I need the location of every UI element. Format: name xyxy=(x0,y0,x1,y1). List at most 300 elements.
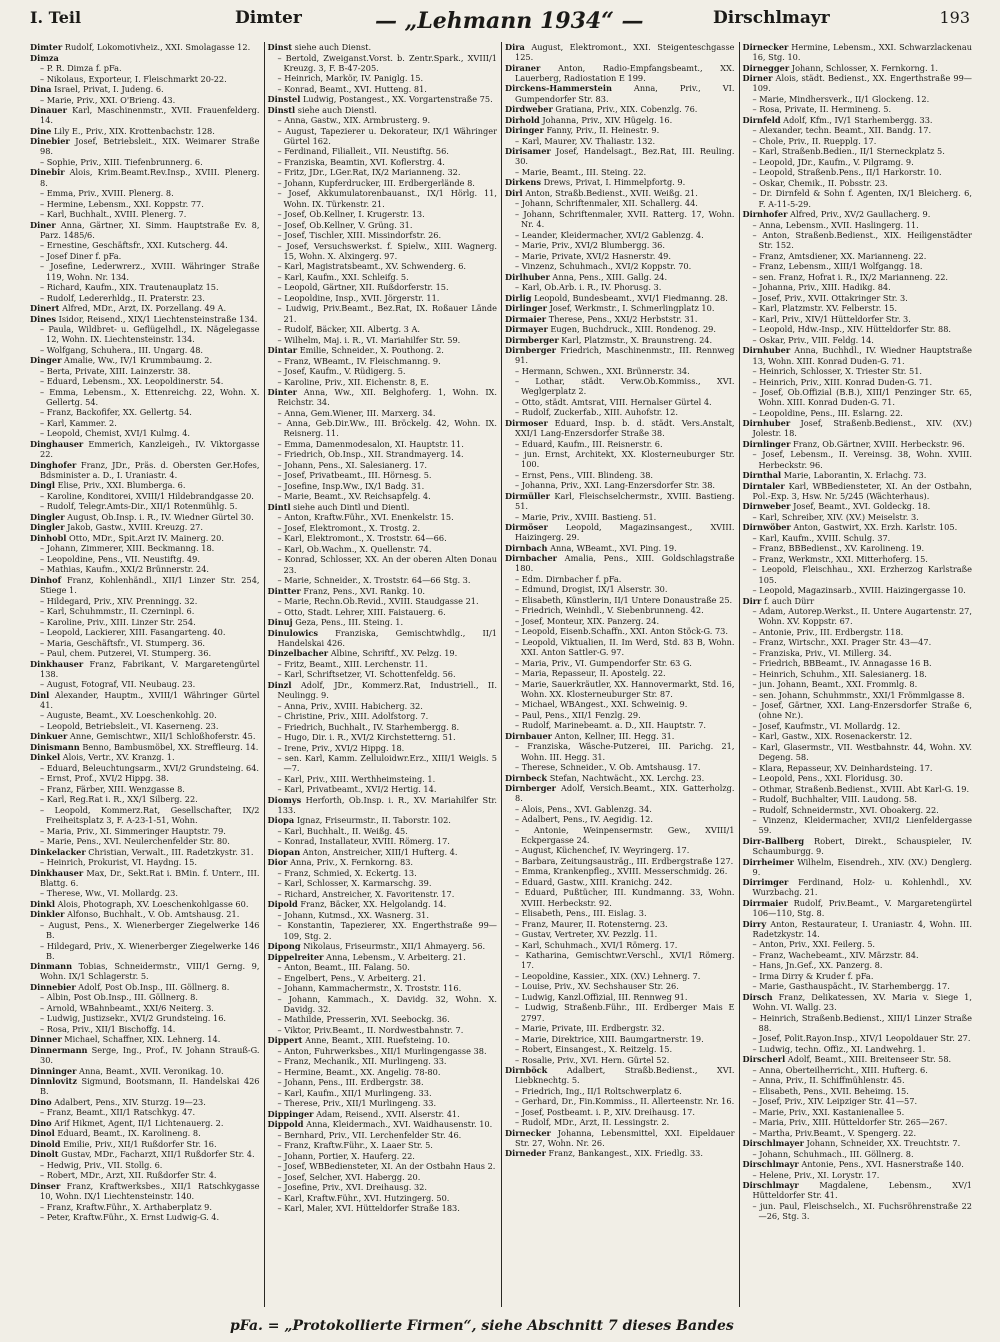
entry-text: – Gustav, Vertreter, XV. Pezzlg. 11. xyxy=(515,929,658,940)
entry-text: – Albin, Post Ob.Insp., III. Göllnerg. 8. xyxy=(40,992,198,1003)
directory-entry xyxy=(505,1117,735,1127)
part-label: I. Teil xyxy=(30,8,82,27)
entry-text: Alois, städt. Bedienst., XX. Engerthstraße 99—109. xyxy=(752,73,972,94)
entry-text: – Josef, Ob.Offizial (B.B.), XIII/1 Penzinger Str. 65, Wohn. XIII. Konrad Duden-G. 71. xyxy=(752,387,972,408)
directory-entry xyxy=(743,512,973,522)
directory-entry xyxy=(505,773,735,783)
directory-entry xyxy=(30,836,260,846)
entry-text: Friedrich, Maschinenmstr., III. Rennweg 91. xyxy=(515,345,735,366)
directory-entry xyxy=(268,94,498,104)
directory-entry xyxy=(268,920,498,940)
entry-text: Adam, Reisend., XVII. Alserstr. 41. xyxy=(316,1108,460,1119)
directory-entry xyxy=(268,1193,498,1203)
directory-entry xyxy=(505,971,735,981)
directory-entry xyxy=(30,418,260,428)
directory-entry xyxy=(30,575,260,595)
directory-entry xyxy=(268,1088,498,1098)
entry-text: – Adam, Autorep.Werkst., II. Untere Augartenstr. 27, Wohn. XV. Koppstr. 67. xyxy=(752,606,972,627)
entry-text: – Eduard, Lebensm., XX. Leopoldinerstr. 54. xyxy=(40,376,224,387)
directory-entry xyxy=(743,324,973,334)
directory-entry xyxy=(30,868,260,888)
entry-surname: Dinninger xyxy=(30,1065,77,1076)
directory-entry xyxy=(268,293,498,303)
entry-text: – Auguste, Beamt., XV. Loeschenkohlg. 20. xyxy=(40,710,217,721)
entry-surname: Dipong xyxy=(267,941,301,952)
directory-entry xyxy=(743,94,973,104)
directory-entry xyxy=(505,335,735,345)
directory-entry xyxy=(505,397,735,407)
entry-text: – Leopoldine, Kassier., XIX. (XV.) Lehnerg. 7. xyxy=(515,970,701,981)
entry-surname: Dirmüller xyxy=(505,490,550,501)
directory-entry xyxy=(268,554,498,574)
directory-entry xyxy=(268,241,498,261)
entry-text: Herforth, Ob.Insp. i. R., XV. Mariahilfer Str. 133. xyxy=(277,794,497,815)
directory-entry xyxy=(30,491,260,501)
directory-entry xyxy=(30,784,260,794)
entry-text: Anton, Radio-Empfangsbeamt., XX. Lauerberg, Radiostation E 199. xyxy=(515,62,735,83)
entry-text: – Leopold, Hdw.-Insp., XIV. Hütteldorfer Str. 88. xyxy=(752,324,952,335)
page-number: 193 xyxy=(939,8,970,27)
entry-text: Karl, WBBediensteter, XI. An der Ostbahn, Pol.-Exp. 3, Hsw. Nr. 5/245 (Wächterhaus). xyxy=(752,480,972,501)
entry-text: – Karl, Ob.Wachm., X. Quellenstr. 74. xyxy=(277,543,432,554)
directory-entry xyxy=(743,679,973,689)
directory-entry xyxy=(30,355,260,365)
entry-surname: Diomys xyxy=(267,794,302,805)
directory-entry xyxy=(268,1014,498,1024)
entry-surname: Dinnlovitz xyxy=(30,1076,77,1087)
entry-surname: Dintar xyxy=(267,345,298,356)
entry-surname: Dippold xyxy=(267,1119,304,1130)
entry-text: Anton, Restaurateur, I. Uraniastr. 4, Wohn. III. Radetzkystr. 14. xyxy=(752,918,972,939)
directory-entry xyxy=(505,1128,735,1148)
directory-entry xyxy=(743,209,973,219)
entry-text: – Maria, Geschäftsfr., VI. Stumperg. 36. xyxy=(40,637,206,648)
entry-text: – Karl, Kammer. 2. xyxy=(40,417,117,428)
entry-text: Josef, Werkmstr., I. Schmerlingplatz 10. xyxy=(549,303,715,314)
entry-text: Eduard, Beamt., IX. Karolineng. 8. xyxy=(57,1128,201,1139)
directory-entry xyxy=(743,73,973,93)
entry-text: – Karl, Reg.Rat i. R., XX/1 Silberg. 22. xyxy=(40,794,198,805)
entry-text: – Marie, Schneider., X. Troststr. 64—66 Stg. 3. xyxy=(277,575,471,586)
entry-surname: Dirntaler xyxy=(742,480,785,491)
directory-entry xyxy=(505,198,735,208)
directory-entry xyxy=(743,345,973,365)
directory-entry xyxy=(743,857,973,877)
directory-entry xyxy=(30,136,260,156)
directory-entry xyxy=(30,188,260,198)
entry-text: – Karl, Ob.Arb. i. R., IV. Phorusg. 3. xyxy=(515,282,662,293)
entry-text: – Josef, Selcher, XVI. Habergg. 20. xyxy=(277,1171,421,1182)
entry-text: – Heinrich, Straßenb.Bedienst., XIII/1 Linzer Straße 88. xyxy=(752,1012,972,1033)
directory-entry xyxy=(30,659,260,679)
entry-surname: Dirmöser xyxy=(505,522,548,533)
directory-entry xyxy=(743,784,973,794)
entry-text: – Ernst, Prof., XVI/2 Hippg. 38. xyxy=(40,773,169,784)
entry-text: – Robert, Einsangest., X. Reitzelg. 15. xyxy=(515,1044,673,1055)
entry-text: – Eduard, Pußtücher, III. Kundmanng. 33, Wohn. XVIII. Herbeckstr. 92. xyxy=(515,887,735,908)
directory-entry xyxy=(268,460,498,470)
entry-text: Ferdinand, Holz- u. Kohlenhdl., XV. Wurzbachg. 21. xyxy=(752,877,972,898)
entry-text: – Anton, Fuhrwerksbes., XII/1 Murlingengasse 38. xyxy=(277,1045,487,1056)
directory-entry xyxy=(268,1077,498,1087)
entry-text: – Konrad, Installateur, XVIII. Römerg. 17. xyxy=(277,836,450,847)
entry-surname: Dinghauser xyxy=(30,438,84,449)
entry-text: Adalbert, Straßb.Bedienst., XVI. Liebknechtg. 5. xyxy=(515,1065,735,1086)
entry-text: Adalbert, Pens., XIV. Sturzg. 19—23. xyxy=(54,1096,206,1107)
directory-entry xyxy=(743,157,973,167)
entry-text: – Franz, Kraftw.Führ., X. Laaer Str. 5. xyxy=(277,1140,433,1151)
entry-surname: Dippert xyxy=(267,1035,303,1046)
directory-entry xyxy=(268,377,498,387)
directory-entry xyxy=(505,992,735,1002)
entry-text: – Konstantin, Tapezierer, XX. Engerthstraße 99—109, Stg. 2. xyxy=(277,920,497,941)
directory-entry xyxy=(505,251,735,261)
directory-entry xyxy=(30,240,260,250)
directory-entry xyxy=(743,564,973,584)
entry-text: Franz, JDr., Präs. d. Obersten Ger.Hofes, Bdsminister a. D., I. Uraniastr. 4. xyxy=(40,459,260,480)
entry-text: – Hans, Jn.Gef., XX. Panzerg. 8. xyxy=(752,960,883,971)
directory-entry xyxy=(268,1203,498,1213)
entry-surname: Dirrheimer xyxy=(742,856,794,867)
directory-entry xyxy=(505,366,735,376)
entry-text: Adolf, Kfm., IV/1 Starhembergg. 33. xyxy=(783,114,933,125)
entry-text: – Anton, Straßenb.Bedienst., XIX. Heiligenstädter Str. 152. xyxy=(752,230,972,251)
directory-entry xyxy=(268,53,498,73)
entry-text: – Karl, Schuhmach., XVI/1 Römerg. 17. xyxy=(515,939,678,950)
directory-entry xyxy=(505,1107,735,1117)
entry-surname: Dinebier xyxy=(30,136,70,147)
directory-entry xyxy=(268,1109,498,1119)
directory-entry xyxy=(743,377,973,387)
directory-entry xyxy=(30,1118,260,1128)
entry-surname: Dingler xyxy=(30,522,65,533)
entry-text: Wilhelm, Eisendreh., XIV. (XV.) Denglerg. 9. xyxy=(752,856,972,877)
entry-text: – Josef, Postbeamt. i. P., XIV. Dreihausg. 17. xyxy=(515,1106,695,1117)
entry-text: – Ludwig, Justizsekr., XVI/2 Grundsteing. 16. xyxy=(40,1013,227,1024)
entry-text: Drews, Privat, I. Himmelpfortg. 9. xyxy=(543,177,686,188)
directory-entry xyxy=(505,167,735,177)
entry-surname: Dirsch xyxy=(742,991,773,1002)
directory-entry xyxy=(30,439,260,459)
directory-entry xyxy=(268,387,498,407)
directory-entry xyxy=(743,1075,973,1085)
entry-text: – Josef, Lebensm., II. Vereinsg. 38, Wohn. XVIII. Herbeckstr. 96. xyxy=(752,449,972,470)
directory-entry xyxy=(268,73,498,83)
entry-surname: Dinismann xyxy=(30,741,80,752)
entry-text: Anton, Kellner, III. Hegg. 31. xyxy=(554,730,675,741)
directory-entry xyxy=(268,753,498,773)
entry-text: Franz, Pens., XVI. Rankg. 10. xyxy=(303,585,426,596)
entry-text: – Antonie, Priv., III. Erdbergstr. 118. xyxy=(752,626,904,637)
entry-text: – Marie, Pens., XVI. Neulerchenfelder Str. 80. xyxy=(40,836,230,847)
entry-text: – Heinrich, Markör, IV. Paniglg. 15. xyxy=(277,73,424,84)
entry-text: – Josefine, Insp.Ww., IX/1 Badg. 31. xyxy=(277,480,425,491)
directory-entry xyxy=(743,939,973,949)
directory-entry xyxy=(30,1003,260,1013)
entry-text: – Johann, Zimmerer, XIII. Beckmanng. 18. xyxy=(40,543,215,554)
directory-entry xyxy=(743,272,973,282)
entry-text: siehe auch Dienst. xyxy=(294,42,372,52)
directory-entry xyxy=(743,1159,973,1169)
entry-text: – Josef, Ob.Kellner, I. Krugerstr. 13. xyxy=(277,209,425,220)
entry-text: siehe auch Dienstl. xyxy=(297,104,377,115)
entry-text: August, Ob.Insp. i. R., IV. Wiedner Gürtel 30. xyxy=(67,511,254,522)
entry-text: – Leopold, JDr., Kaufm., V. Pilgramg. 9. xyxy=(752,156,914,167)
entry-text: Rudolf, Priv.Beamt., V. Margaretengürtel 106—110, Stg. 8. xyxy=(752,897,972,919)
directory-entry xyxy=(743,992,973,1012)
directory-entry xyxy=(30,1139,260,1149)
directory-entry xyxy=(268,1119,498,1129)
entry-text: – Karl, Priv., XIII. Werthheimsteing. 1. xyxy=(277,773,436,784)
directory-entry xyxy=(743,637,973,647)
entry-surname: Diner xyxy=(30,219,56,230)
directory-entry xyxy=(30,805,260,825)
entry-surname: Dirnthal xyxy=(742,470,782,481)
entry-text: Josef, Beamt., XVI. Goldeckg. 18. xyxy=(793,501,931,512)
directory-entry xyxy=(505,866,735,876)
entry-text: – Josef, Privatbeamt., III. Hörnesg. 5. xyxy=(277,470,432,481)
entry-text: – Richard, Kaufm., XIX. Trautenauplatz 15. xyxy=(40,282,219,293)
entry-surname: Dinkel xyxy=(30,752,61,763)
directory-entry xyxy=(505,272,735,282)
entry-text: – Franziska, Beamtin, XVI. Koflerstrg. 4. xyxy=(277,156,445,167)
directory-entry xyxy=(268,1035,498,1045)
entry-surname: Dinnebier xyxy=(30,981,76,992)
directory-entry xyxy=(505,950,735,970)
entry-text: – Josef, Polit.Rayon.Insp., XIV/1 Leopoldauer Str. 27. xyxy=(752,1033,971,1044)
entry-text: – Christine, Priv., XIII. Adolfstorg. 7. xyxy=(277,711,429,722)
entry-text: – Friedrich, Ing., II/1 Roltschwerplatz 6. xyxy=(515,1085,682,1096)
entry-text: – Peter, Kraftw.Führ., X. Ernst Ludwig-G. 4. xyxy=(40,1212,220,1223)
entry-text: – Eduard, Gastw., XIII. Kranichg. 242. xyxy=(515,876,673,887)
entry-text: – Anna, Lebensm., XVII. Haslingerg. 11. xyxy=(752,219,919,230)
directory-entry xyxy=(30,1045,260,1065)
entry-text: – Emma, Priv., XVIII. Plenerg. 8. xyxy=(40,188,174,199)
entry-surname: Dirnhuber xyxy=(742,418,791,429)
entry-text: – August, Küchenchef, IV. Weyringerg. 17. xyxy=(515,845,690,856)
directory-entry xyxy=(743,1096,973,1106)
entry-surname: Dinmann xyxy=(30,961,73,972)
directory-entry xyxy=(505,293,735,303)
entry-text: – Josef, Elektromont., X. Trostg. 2. xyxy=(277,522,421,533)
entry-text: – Karl, Maler, XVI. Hütteldorfer Straße 183. xyxy=(277,1203,460,1214)
entry-text: – Leopold, Magazinsarb., XVIII. Haizingergasse 10. xyxy=(752,585,966,596)
directory-entry xyxy=(743,1180,973,1200)
entry-text: – Vinzenz, Schuhmach., XVI/2 Koppstr. 70. xyxy=(515,261,692,272)
entry-text: – Franz, Schmied, X. Eckertg. 13. xyxy=(277,867,417,878)
entry-surname: Dirnegger xyxy=(742,62,790,73)
directory-entry xyxy=(30,1160,260,1170)
entry-text: – Johann, Pens., III. Erdbergstr. 38. xyxy=(277,1077,424,1088)
directory-entry xyxy=(268,784,498,794)
entry-text: siehe auch Dintl und Dientl. xyxy=(293,501,410,512)
entry-text: – Friedrich, Ob.Insp., XII. Strandmayerg. 14. xyxy=(277,449,464,460)
directory-entry xyxy=(743,700,973,720)
directory-entry xyxy=(743,533,973,543)
entry-surname: Dirckens-Hammerstein xyxy=(505,83,612,94)
entry-text: – Johann, Schuhmach., III. Göllnerg. 8. xyxy=(752,1148,914,1159)
directory-entry xyxy=(30,533,260,543)
directory-entry xyxy=(743,669,973,679)
entry-text: – Franz, BBBedienst., XV. Karolineng. 19. xyxy=(752,543,925,554)
directory-entry xyxy=(268,1130,498,1140)
directory-entry xyxy=(30,679,260,689)
directory-entry xyxy=(505,543,735,553)
entry-text: – Rudolf, Marinebeamt. a. D., XII. Hauptstr. 7. xyxy=(515,720,707,731)
directory-entry xyxy=(268,303,498,323)
directory-entry xyxy=(268,1151,498,1161)
entry-text: – Karl, Kaufm., XII/1 Murlingeng. 33. xyxy=(277,1087,432,1098)
directory-entry xyxy=(743,585,973,595)
directory-entry xyxy=(505,104,735,114)
directory-entry xyxy=(268,711,498,721)
entry-text: – Hermine, Beamt., XX. Angelig. 78-80. xyxy=(277,1066,441,1077)
directory-entry xyxy=(505,230,735,240)
directory-entry xyxy=(505,314,735,324)
directory-entry xyxy=(30,731,260,741)
entry-surname: Dino xyxy=(30,1096,52,1107)
entry-text: – Edm. Dirnbacher f. pFa. xyxy=(515,573,622,584)
entry-surname: Dinert xyxy=(30,303,60,314)
entry-text: – Franz, Maurer, II. Rotensterng. 23. xyxy=(515,918,668,929)
directory-entry xyxy=(505,616,735,626)
entry-text: Franz, Bäcker, XX. Helgolandg. 14. xyxy=(300,899,447,910)
directory-entry xyxy=(30,126,260,136)
entry-surname: Dine xyxy=(30,125,52,136)
directory-entry xyxy=(505,762,735,772)
entry-text: – Karl, Privatbeamt., XVI/2 Hertig. 14. xyxy=(277,784,437,795)
entry-text: – Marie, Beamt., XV. Reichsapfelg. 4. xyxy=(277,491,431,502)
directory-entry xyxy=(743,1013,973,1033)
entry-surname: Dirl xyxy=(505,187,523,198)
directory-entry xyxy=(30,648,260,658)
entry-text: Jakob, Gastw., XVIII. Kreuzg. 27. xyxy=(67,522,203,533)
entry-text: – Karl, Priv., XIV/1 Hütteldorfer Str. 3. xyxy=(752,313,911,324)
entry-surname: Dirnfeld xyxy=(742,114,781,125)
entry-text: Emilie, Priv., XII/1 Rußdorfer Str. 16. xyxy=(63,1138,217,1149)
entry-text: – Leopoldine, Pens., III. Eslarng. 22. xyxy=(752,407,903,418)
entry-text: – Heinrich, Priv., XIII. Konrad Duden-G. 71. xyxy=(752,376,933,387)
entry-text: – Rosalie, Priv., XVI. Hern. Gürtel 52. xyxy=(515,1054,670,1065)
directory-entry xyxy=(268,669,498,679)
entry-surname: Dino xyxy=(30,1117,52,1128)
directory-entry xyxy=(505,83,735,103)
last-entry-keyword: Dirschlmayr xyxy=(713,8,830,28)
directory-entry xyxy=(743,648,973,658)
directory-entry xyxy=(268,1025,498,1035)
entry-text: Leopold, Bundesbeamt., XVI/1 Fiedmanng. 28. xyxy=(534,292,728,303)
entry-surname: Dintter xyxy=(267,585,301,596)
entry-text: – Friedrich, Buchhalt., IV. Starhembergg. 8. xyxy=(277,721,460,732)
entry-text: – Therese, Ww., VI. Mollardg. 23. xyxy=(40,888,178,899)
entry-text: – Josef, Akkumulatorenbauanst., IX/1 Hörlg. 11, Wohn. IX. Türkenstr. 21. xyxy=(277,188,497,209)
directory-entry xyxy=(30,1170,260,1180)
entry-surname: Dirnlinger xyxy=(742,438,791,449)
directory-entry xyxy=(268,826,498,836)
entry-text: Adolf, Post Ob.Insp., III. Göllnerg. 8. xyxy=(78,981,230,992)
entry-surname: Dinnermann xyxy=(30,1044,88,1055)
directory-entry xyxy=(743,42,973,62)
entry-text: Josef, Straßenb.Bedienst., XIV. (XV.) Jolestr. 18. xyxy=(752,418,972,439)
directory-entry xyxy=(30,857,260,867)
entry-text: – Martha, Priv.Beamt., V. Spengerg. 22. xyxy=(752,1127,917,1138)
entry-text: – Leopold, Fleischhau., XXI. Erzherzog Karlstraße 105. xyxy=(752,564,972,585)
directory-entry xyxy=(505,720,735,730)
entry-text: August, Elektromont., XXI. Steigenteschgasse 125. xyxy=(515,42,735,63)
entry-text: Lily E., Priv., XIX. Krottenbachstr. 128. xyxy=(53,125,215,136)
entry-text: – Karl, Buchhalt., XVIII. Plenerg. 7. xyxy=(40,209,187,220)
entry-surname: Dirnbauer xyxy=(505,730,552,741)
entry-text: – Johann, Schriftenmaler, XVII. Ratterg. 17, Wohn. Nr. 4. xyxy=(515,208,735,230)
directory-entry xyxy=(30,899,260,909)
entry-text: Israel, Privat, I. Judeng. 6. xyxy=(54,84,164,94)
entry-text: – Othmar, Straßenb.Bedienst., XVIII. Abt Karl-G. 19. xyxy=(752,783,970,794)
entry-text: – Franziska, Priv., VI. Millerg. 34. xyxy=(752,647,892,658)
directory-entry xyxy=(505,1044,735,1054)
entry-text: – Josef, WBBediensteter, XI. An der Ostbahn Haus 2. xyxy=(277,1161,496,1172)
directory-entry xyxy=(743,1044,973,1054)
entry-text: – Josef, Ob.Kellner, V. Grüng. 31. xyxy=(277,219,413,230)
directory-entry xyxy=(743,220,973,230)
directory-entry xyxy=(30,501,260,511)
entry-text: – Richard, Anstreicher, X. Favoritenstr. 17. xyxy=(277,888,455,899)
entry-text: – Eduard, Beleuchtungsarm., XVI/2 Grundsteing. 64. xyxy=(40,762,260,773)
entry-text: Johanna, Priv., XIV. Hügelg. 16. xyxy=(542,114,673,125)
entry-text: Franz, Fabrikant, V. Margaretengürtel 138. xyxy=(40,658,260,679)
directory-entry xyxy=(743,251,973,261)
entry-text: Gratiana, Priv., XIX. Cobenzlg. 76. xyxy=(555,104,698,115)
directory-entry xyxy=(743,1117,973,1127)
entry-text: Ignaz, Friseurmstr., II. Taborstr. 102. xyxy=(296,815,451,826)
directory-entry xyxy=(743,971,973,981)
entry-text: – Franz, Amtsdiener, XX. Marianneng. 22. xyxy=(752,250,927,261)
directory-entry xyxy=(505,1023,735,1033)
entry-text: – Leopold, Gärtner, XII. Rußdorferstr. 15. xyxy=(277,282,449,293)
entry-surname: Diopan xyxy=(267,846,301,857)
directory-entry xyxy=(743,261,973,271)
directory-entry xyxy=(30,909,260,919)
entry-text: – Edmund, Drogist, IX/1 Alserstr. 30. xyxy=(515,584,668,595)
directory-entry xyxy=(505,407,735,417)
directory-entry xyxy=(30,1034,260,1044)
entry-text: – Elisabeth, Künstlerin, II/1 Untere Donaustraße 25. xyxy=(515,594,733,605)
directory-entry xyxy=(743,836,973,856)
entry-text: – Maria, Repasseur, II. Apostelg. 22. xyxy=(515,668,666,679)
entry-text: Franziska, Gemischtwhdlg., II/1 Handelskai 426. xyxy=(277,627,497,648)
entry-text: – Hugo, Dir. i. R., XVI/2 Kirchstetterng. 51. xyxy=(277,732,456,743)
directory-entry xyxy=(268,533,498,543)
entry-surname: Dinstl xyxy=(267,104,296,115)
entry-text: Franz, Ob.Gärtner, XVIII. Herbeckstr. 96. xyxy=(793,438,965,449)
entry-surname: Dirrimger xyxy=(742,877,789,888)
entry-surname: Dirnböck xyxy=(505,1065,548,1076)
directory-entry xyxy=(268,209,498,219)
directory-entry xyxy=(505,595,735,605)
entry-text: Alfred, MDr., Arzt, IX. Porzellang. 49 A. xyxy=(62,303,227,314)
directory-entry xyxy=(505,491,735,511)
directory-entry xyxy=(268,84,498,94)
directory-entry xyxy=(30,512,260,522)
entry-text: Alfred, Priv., XV/2 Gaullacherg. 9. xyxy=(790,209,931,220)
entry-text: Karl, Platzmstr., X. Braunstreng. 24. xyxy=(561,334,713,345)
entry-surname: Dinghofer xyxy=(30,459,77,470)
directory-entry xyxy=(505,940,735,950)
directory-entry xyxy=(268,868,498,878)
entry-text: Alois, Photograph, XV. Loeschenkohlgasse 60. xyxy=(57,898,249,909)
entry-surname: Dirnwöber xyxy=(742,522,791,533)
entry-surname: Diraner xyxy=(505,62,541,73)
directory-entry xyxy=(743,1054,973,1064)
